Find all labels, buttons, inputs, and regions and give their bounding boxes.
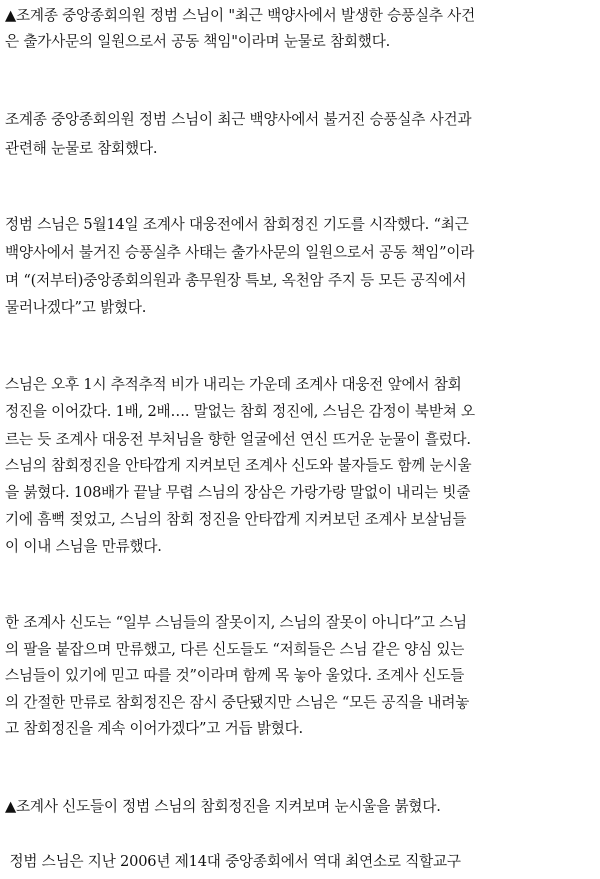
paragraph-line: 스님들이 있기에 믿고 따를 것”이라며 함께 목 놓아 울었다. 조계사 신도들 xyxy=(5,667,465,684)
paragraph-line: 의 간절한 만류로 참회정진은 잠시 중단됐지만 스님은 “모든 공직을 내려놓 xyxy=(5,694,470,711)
paragraph-line: 고 참회정진을 계속 이어가겠다”고 거듭 밝혔다. xyxy=(5,720,303,737)
paragraph-line: 관련해 눈물로 참회했다. xyxy=(5,140,158,157)
paragraph-line: 르는 듯 조계사 대웅전 부처님을 향한 얼굴에선 연신 뜨거운 눈물이 흘렀다. xyxy=(5,431,471,448)
paragraph-line: 의 팔을 붙잡으며 만류했고, 다른 신도들도 “저희들은 스님 같은 양심 있는 xyxy=(5,641,465,658)
paragraph-line: 정범 스님은 5월14일 조계사 대웅전에서 참회정진 기도를 시작했다. “최근 xyxy=(5,216,469,233)
paragraph-line: 정범 스님은 지난 2006년 제14대 중앙종회에서 역대 최연소로 직할교구 xyxy=(5,853,461,870)
caption-line: ▲조계사 신도들이 정범 스님의 참회정진을 지켜보며 눈시울을 붉혔다. xyxy=(5,798,441,815)
paragraph-line: 스님은 오후 1시 추적추적 비가 내리는 가운데 조계사 대웅전 앞에서 참회 xyxy=(5,376,462,393)
paragraph-line: 스님의 참회정진을 안타깝게 지켜보던 조계사 신도와 불자들도 함께 눈시울 xyxy=(5,457,472,474)
paragraph-line: 을 붉혔다. 108배가 끝날 무렵 스님의 장삼은 가랑가랑 말없이 내리는 빗줄 xyxy=(5,484,471,501)
caption-line: ▲조계종 중앙종회의원 정범 스님이 "최근 백양사에서 발생한 승풍실추 사건 xyxy=(5,7,475,24)
paragraph-line: 물러나겠다”고 밝혔다. xyxy=(5,299,147,316)
paragraph-line: 이 이내 스님을 만류했다. xyxy=(5,538,162,555)
paragraph-line: 기에 흠뻑 젖었고, 스님의 참회 정진을 안타깝게 지켜보던 조계사 보살님들 xyxy=(5,511,467,528)
paragraph-line: 조계종 중앙종회의원 정범 스님이 최근 백양사에서 불거진 승풍실추 사건과 xyxy=(5,111,472,128)
paragraph-line: 며 “(저부터)중앙종회의원과 총무원장 특보, 옥천암 주지 등 모든 공직에서 xyxy=(5,272,467,289)
caption-line: 은 출가사문의 일원으로서 공동 책임"이라며 눈물로 참회했다. xyxy=(5,33,391,50)
paragraph-line: 한 조계사 신도는 “일부 스님들의 잘못이지, 스님의 잘못이 아니다”고 스님 xyxy=(5,614,467,631)
paragraph-line: 정진을 이어갔다. 1배, 2배…. 말없는 참회 정진에, 스님은 감정이 북받쳐 오 xyxy=(5,403,475,420)
paragraph-line: 백양사에서 불거진 승풍실추 사태는 출가사문의 일원으로서 공동 책임”이라 xyxy=(5,244,475,261)
